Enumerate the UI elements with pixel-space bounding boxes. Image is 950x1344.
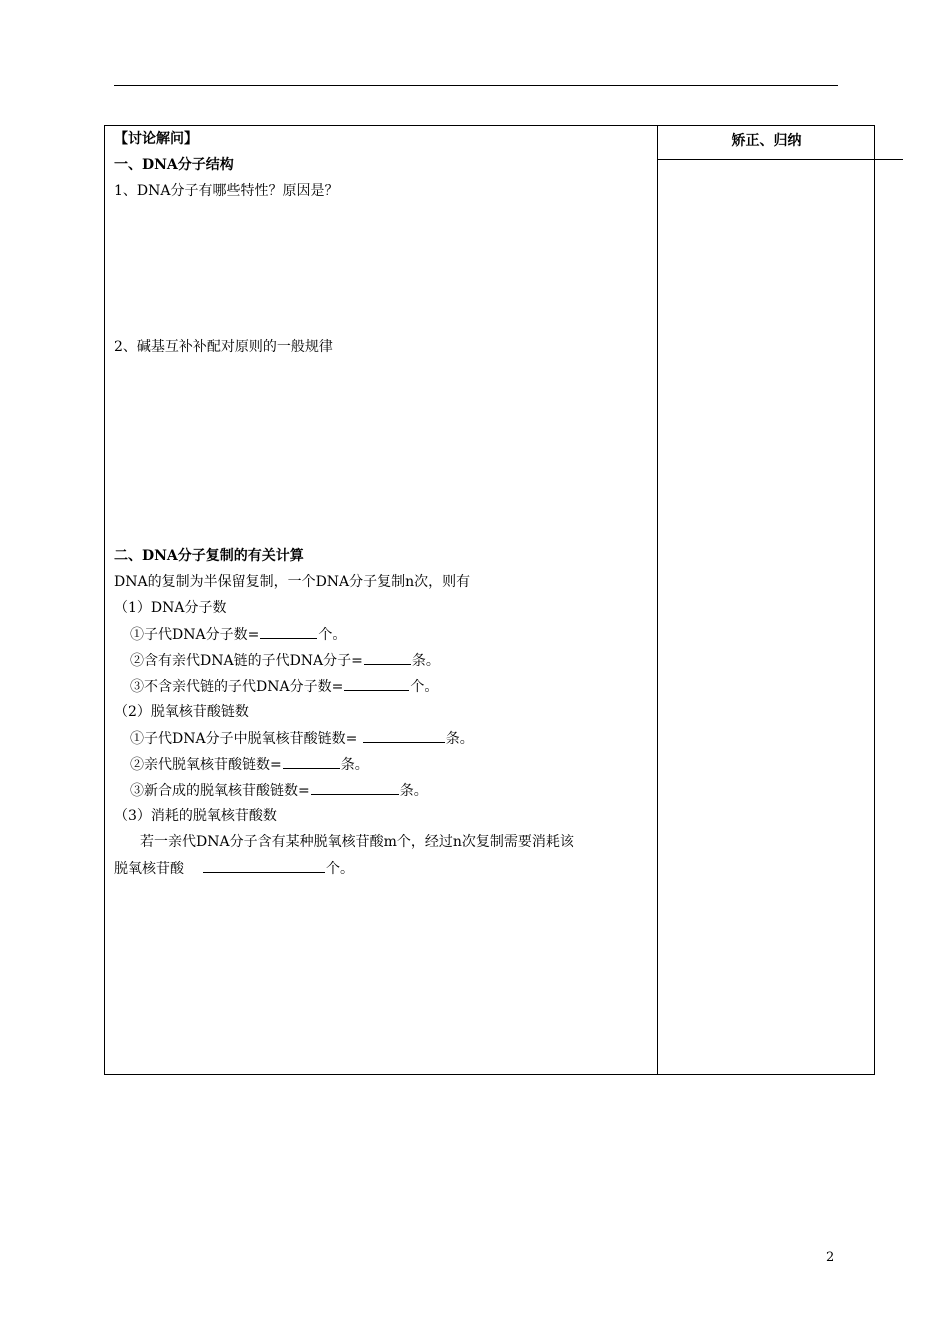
- item-2-1-unit: 条。: [445, 731, 474, 747]
- column-divider: [657, 125, 658, 1075]
- item-3-line-1: 若一亲代DNA分子含有某种脱氧核苷酸m个，经过n次复制需要消耗该: [140, 834, 574, 850]
- subsection-2: （2）脱氧核苷酸链数: [114, 704, 249, 720]
- item-2-2: [130, 754, 369, 775]
- answer-blank[interactable]: [344, 676, 409, 691]
- answer-blank[interactable]: [283, 754, 340, 769]
- header-rule: [114, 85, 838, 86]
- item-2-3: [130, 780, 428, 801]
- item-3-unit: 个。: [326, 861, 354, 877]
- item-2-2-unit: 条。: [340, 757, 369, 773]
- right-header-rule: [658, 159, 903, 160]
- item-2-3-text: ③新合成的脱氧核苷酸链数=: [130, 783, 310, 799]
- item-1-1: [130, 624, 346, 645]
- item-1-2: [130, 650, 440, 671]
- item-1-2-text: ②含有亲代DNA链的子代DNA分子=: [130, 653, 363, 669]
- item-2-3-unit: 条。: [399, 783, 428, 799]
- answer-blank[interactable]: [311, 780, 399, 795]
- item-2-1: [130, 728, 474, 749]
- item-1-1-unit: 个。: [318, 627, 347, 643]
- question-2: 2、碱基互补补配对原则的一般规律: [114, 339, 333, 355]
- answer-blank[interactable]: [364, 650, 411, 665]
- section1-title: 一、DNA分子结构: [114, 157, 234, 173]
- item-1-3: [130, 676, 438, 697]
- replication-intro: DNA的复制为半保留复制，一个DNA分子复制n次，则有: [114, 574, 471, 590]
- item-3-text: 脱氧核苷酸: [114, 861, 184, 877]
- answer-blank[interactable]: [260, 624, 317, 639]
- item-2-2-text: ②亲代脱氧核苷酸链数=: [130, 757, 282, 773]
- discussion-title: 【讨论解问】: [114, 131, 198, 147]
- right-column-header: 矫正、归纳: [731, 133, 802, 149]
- item-3-line-2: [114, 858, 354, 879]
- answer-blank[interactable]: [203, 858, 325, 873]
- item-1-3-text: ③不含亲代链的子代DNA分子数=: [130, 679, 344, 695]
- item-2-1-text: ①子代DNA分子中脱氧核苷酸链数=: [130, 731, 362, 747]
- subsection-3: （3）消耗的脱氧核苷酸数: [114, 808, 277, 824]
- item-1-2-unit: 条。: [411, 653, 440, 669]
- section2-title: 二、DNA分子复制的有关计算: [114, 548, 304, 564]
- subsection-1: （1）DNA分子数: [114, 600, 227, 616]
- question-1: 1、DNA分子有哪些特性？原因是？: [114, 183, 339, 199]
- answer-blank[interactable]: [363, 728, 445, 743]
- page-number: 2: [826, 1250, 835, 1265]
- item-1-1-text: ①子代DNA分子数=: [130, 627, 260, 643]
- item-1-3-unit: 个。: [410, 679, 439, 695]
